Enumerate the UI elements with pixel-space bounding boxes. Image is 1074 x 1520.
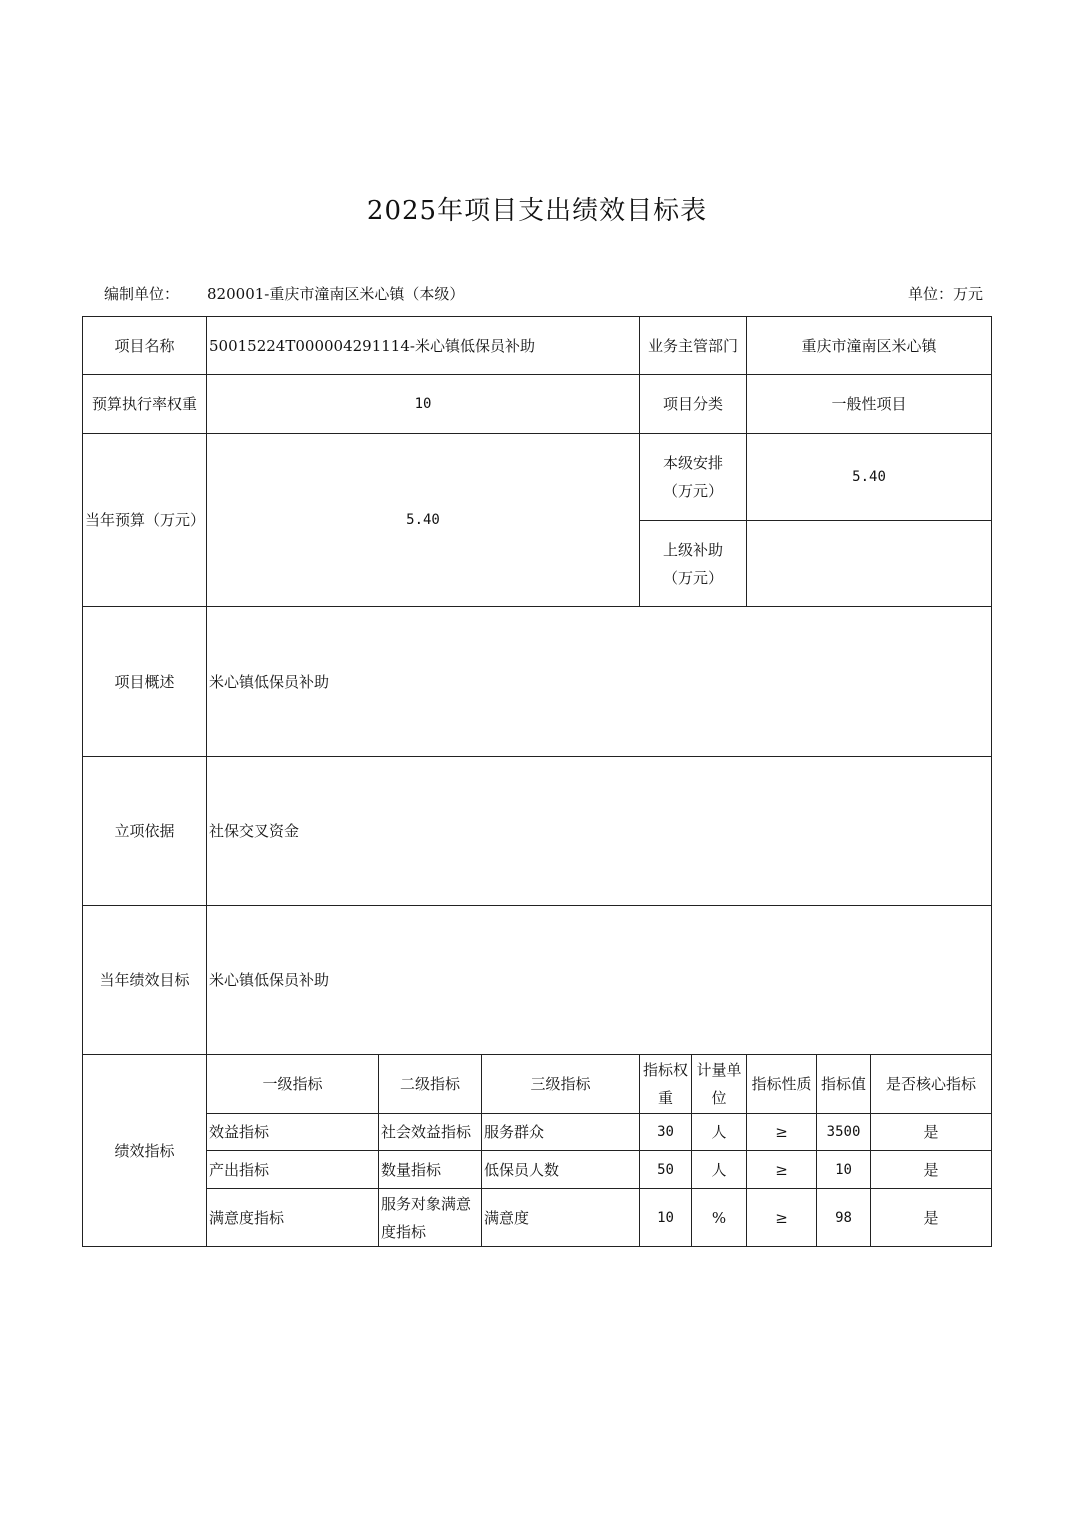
indicator-unit: %	[692, 1189, 747, 1247]
budget-value: 5.40	[207, 434, 640, 607]
indicator-header-level3: 三级指标	[482, 1055, 640, 1114]
annual-goal-value: 米心镇低保员补助	[207, 906, 992, 1055]
indicator-core: 是	[871, 1189, 992, 1247]
indicator-nature: ≥	[747, 1189, 817, 1247]
performance-target-table	[82, 316, 992, 1247]
dept-value: 重庆市潼南区米心镇	[747, 317, 992, 375]
category-value: 一般性项目	[747, 375, 992, 434]
indicator-value: 3500	[817, 1114, 871, 1151]
row-weight	[83, 375, 992, 434]
indicator-header-row	[83, 1055, 992, 1114]
indicator-unit: 人	[692, 1114, 747, 1151]
row-basis	[83, 757, 992, 906]
indicator-level2: 数量指标	[379, 1151, 482, 1189]
indicator-level2: 服务对象满意度指标	[379, 1189, 482, 1247]
compiling-unit-value: 820001-重庆市潼南区米心镇（本级）	[207, 285, 465, 303]
basis-label: 立项依据	[83, 757, 207, 906]
indicator-weight: 30	[640, 1114, 692, 1151]
indicator-level2: 社会效益指标	[379, 1114, 482, 1151]
row-project-name	[83, 317, 992, 375]
indicator-header-nature: 指标性质	[747, 1055, 817, 1114]
indicator-label: 绩效指标	[83, 1055, 207, 1247]
dept-label: 业务主管部门	[640, 317, 747, 375]
overview-value: 米心镇低保员补助	[207, 607, 992, 757]
overview-label: 项目概述	[83, 607, 207, 757]
local-allocation-value: 5.40	[747, 434, 992, 521]
project-name-value: 50015224T000004291114-米心镇低保员补助	[207, 317, 640, 375]
indicator-level3: 满意度	[482, 1189, 640, 1247]
weight-label: 预算执行率权重	[83, 375, 207, 434]
weight-value: 10	[207, 375, 640, 434]
local-allocation-label: 本级安排（万元）	[640, 434, 747, 521]
basis-value: 社保交叉资金	[207, 757, 992, 906]
indicator-header-level2: 二级指标	[379, 1055, 482, 1114]
row-annual-goal	[83, 906, 992, 1055]
indicator-value: 98	[817, 1189, 871, 1247]
indicator-level1: 产出指标	[207, 1151, 379, 1189]
page-title: 2025年项目支出绩效目标表	[366, 196, 708, 226]
indicator-value: 10	[817, 1151, 871, 1189]
indicator-level3: 服务群众	[482, 1114, 640, 1151]
indicator-unit: 人	[692, 1151, 747, 1189]
indicator-nature: ≥	[747, 1151, 817, 1189]
indicator-level1: 效益指标	[207, 1114, 379, 1151]
indicator-level1: 满意度指标	[207, 1189, 379, 1247]
annual-goal-label: 当年绩效目标	[83, 906, 207, 1055]
indicator-header-unit: 计量单位	[692, 1055, 747, 1114]
indicator-weight: 50	[640, 1151, 692, 1189]
currency-unit: 单位：万元	[908, 285, 984, 303]
compiling-unit	[104, 283, 464, 304]
indicator-nature: ≥	[747, 1114, 817, 1151]
indicator-weight: 10	[640, 1189, 692, 1247]
indicator-core: 是	[871, 1114, 992, 1151]
indicator-row	[83, 1189, 992, 1247]
indicator-header-value: 指标值	[817, 1055, 871, 1114]
row-overview	[83, 607, 992, 757]
project-name-label: 项目名称	[83, 317, 207, 375]
compiling-unit-label: 编制单位：	[104, 285, 180, 303]
indicator-level3: 低保员人数	[482, 1151, 640, 1189]
indicator-row	[83, 1151, 992, 1189]
superior-subsidy-label: 上级补助（万元）	[640, 521, 747, 607]
indicator-header-core: 是否核心指标	[871, 1055, 992, 1114]
indicator-row	[83, 1114, 992, 1151]
superior-subsidy-value	[747, 521, 992, 607]
indicator-header-level1: 一级指标	[207, 1055, 379, 1114]
indicator-core: 是	[871, 1151, 992, 1189]
budget-label: 当年预算（万元）	[83, 434, 207, 607]
category-label: 项目分类	[640, 375, 747, 434]
indicator-header-weight: 指标权重	[640, 1055, 692, 1114]
row-budget	[83, 434, 992, 521]
